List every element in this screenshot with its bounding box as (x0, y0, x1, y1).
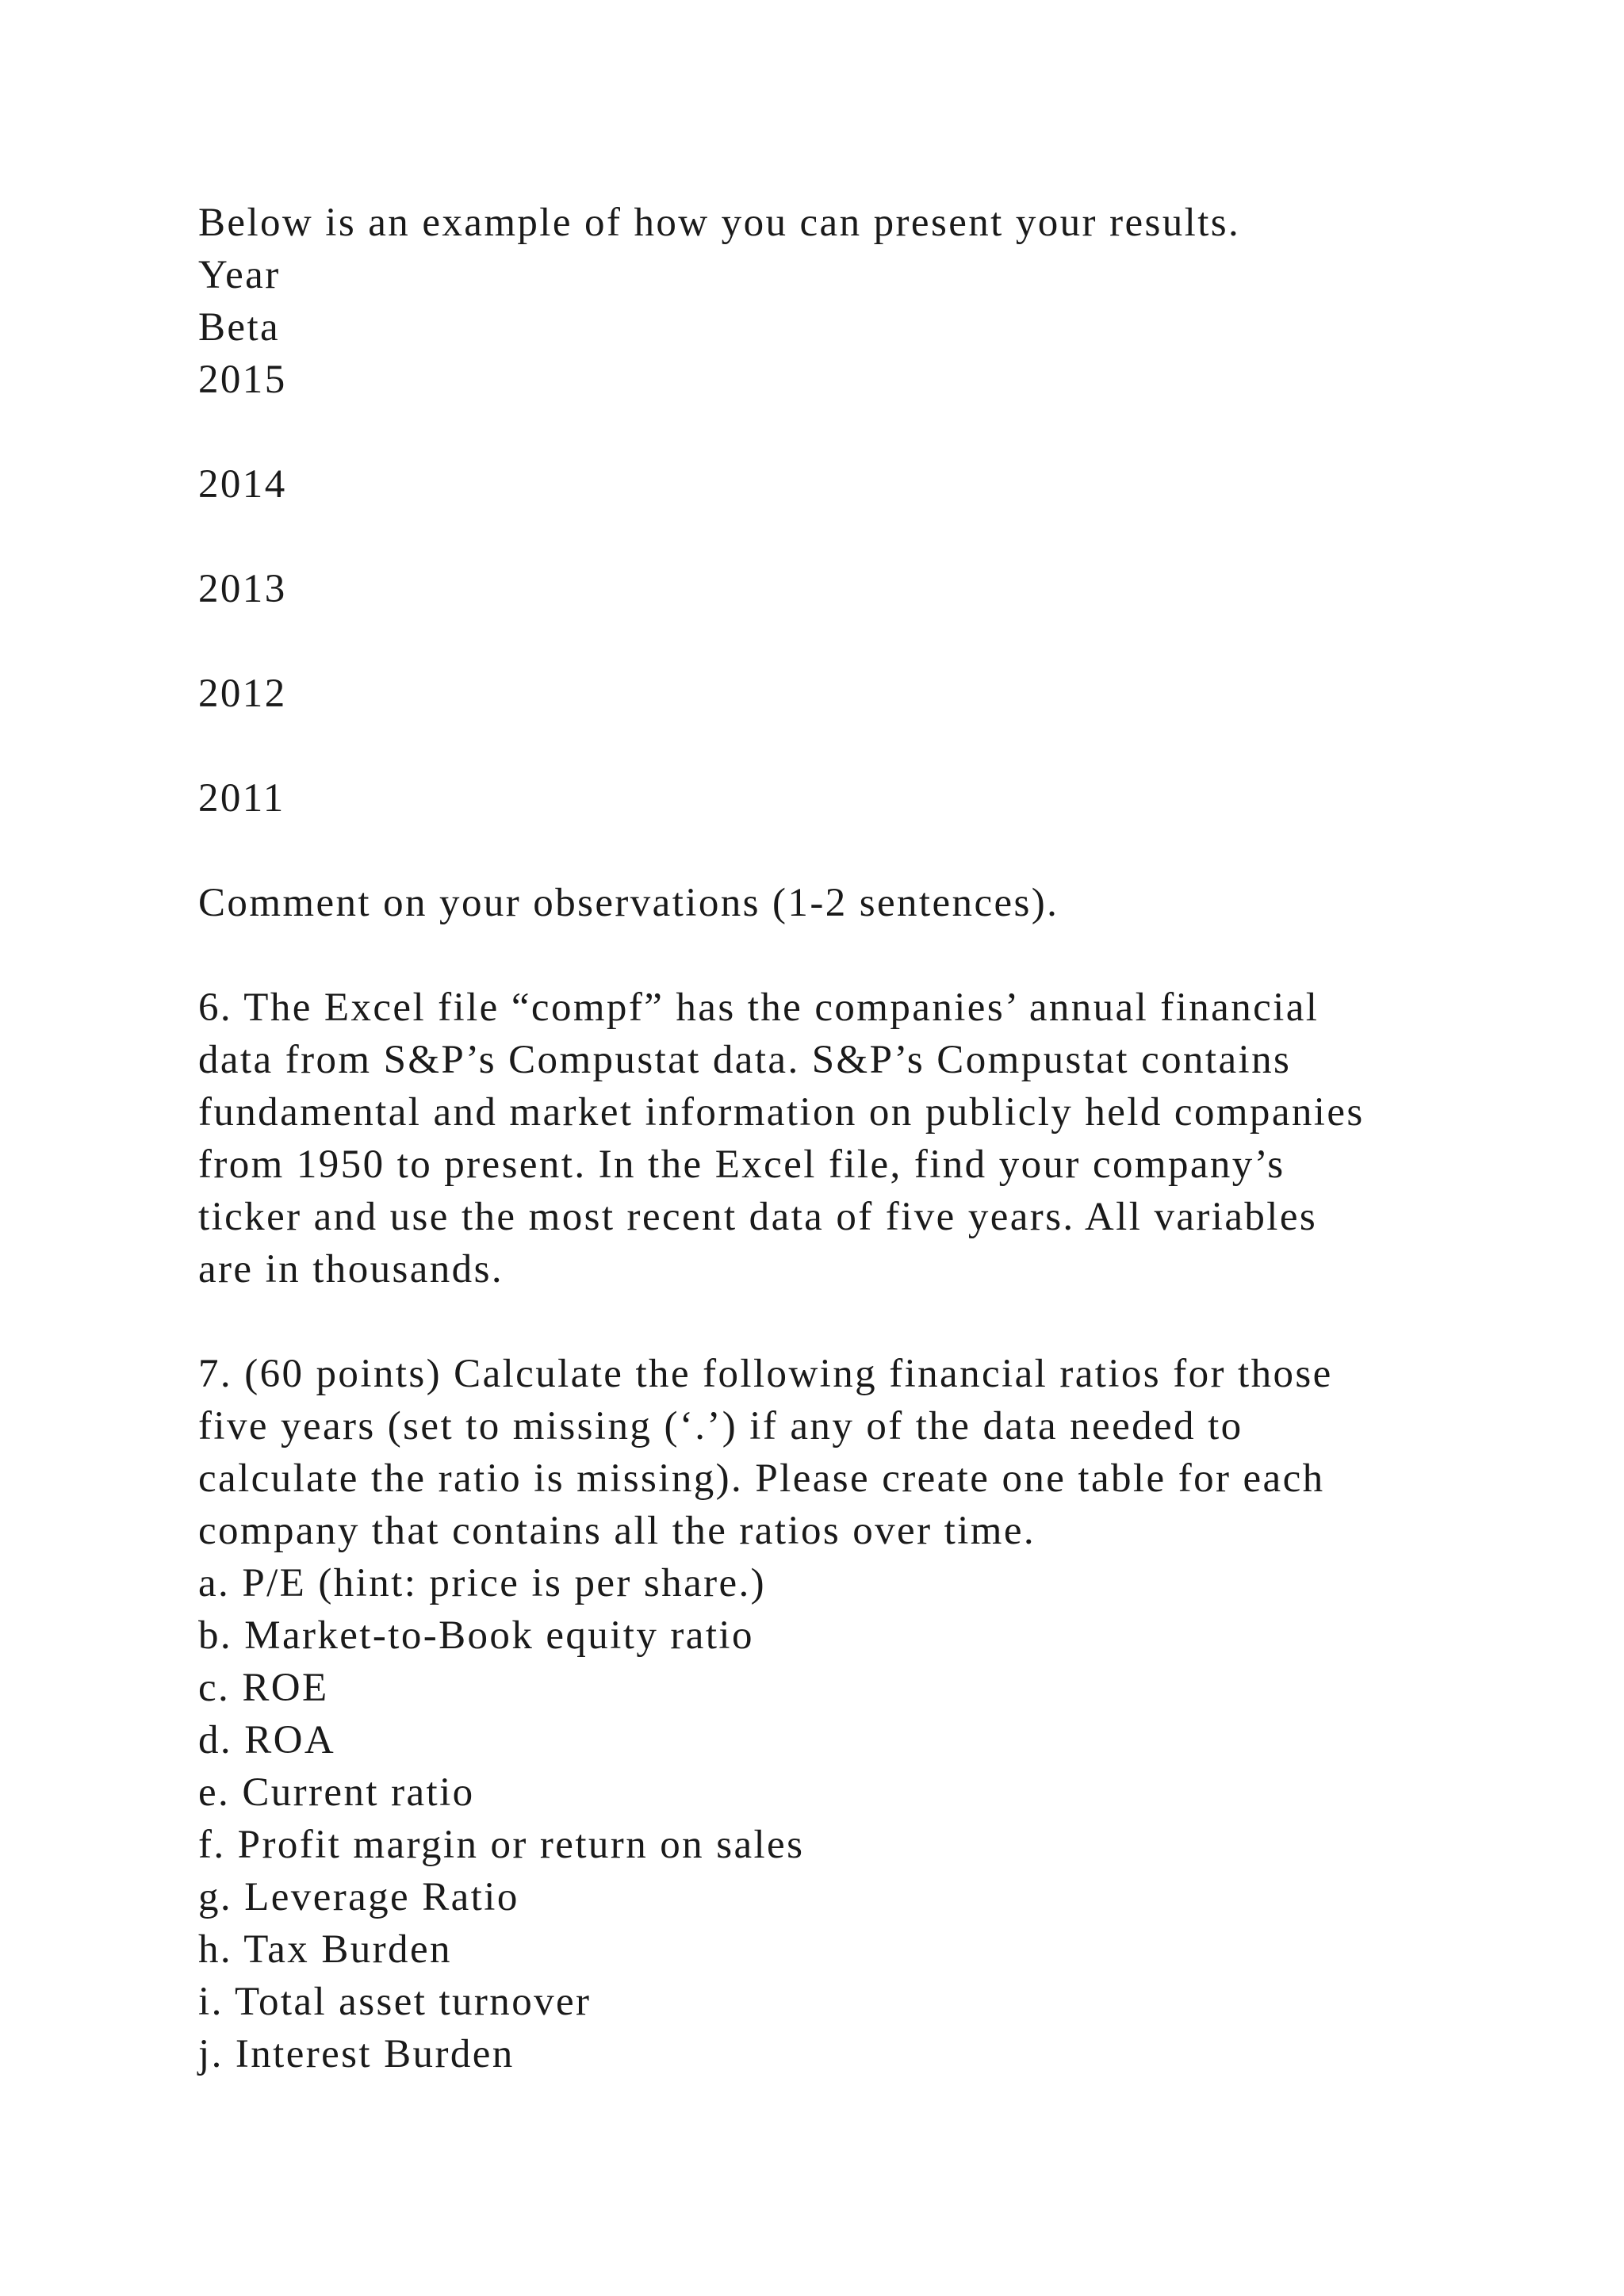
blank-line (198, 825, 1546, 877)
year-row-2012: 2012 (198, 672, 287, 716)
intro-text: Below is an example of how you can present your results. (198, 201, 1241, 245)
question-6-line: 6. The Excel file “compf” has the companies’ annual financial (198, 985, 1320, 1030)
ratio-item-roa: d. ROA (198, 1718, 336, 1762)
comment-prompt: Comment on your observations (1-2 sentences). (198, 881, 1059, 925)
ratio-item-asset-turnover: i. Total asset turnover (198, 1980, 592, 2024)
ratio-item-interest-burden: j. Interest Burden (198, 2032, 515, 2076)
table-header-beta: Beta (198, 305, 281, 350)
ratio-item-profit-margin: f. Profit margin or return on sales (198, 1823, 805, 1867)
question-6-line: ticker and use the most recent data of five years. All variables (198, 1195, 1318, 1239)
empty-beta-cell (198, 720, 1546, 772)
year-row-2013: 2013 (198, 567, 287, 611)
ratio-item-market-to-book: b. Market-to-Book equity ratio (198, 1613, 754, 1658)
question-7-line: company that contains all the ratios over time. (198, 1509, 1036, 1553)
question-7-line: five years (set to missing (‘.’) if any of the data needed to (198, 1404, 1243, 1448)
empty-beta-cell (198, 406, 1546, 458)
ratio-item-leverage: g. Leverage Ratio (198, 1875, 519, 1919)
ratio-item-current-ratio: e. Current ratio (198, 1770, 475, 1815)
empty-beta-cell (198, 615, 1546, 668)
ratio-item-pe: a. P/E (hint: price is per share.) (198, 1561, 767, 1605)
question-6-line: are in thousands. (198, 1247, 504, 1292)
ratio-item-roe: c. ROE (198, 1666, 329, 1710)
question-6-line: from 1950 to present. In the Excel file, find your company’s (198, 1142, 1285, 1187)
question-7-line: calculate the ratio is missing). Please create one table for each (198, 1456, 1325, 1501)
question-7-line: 7. (60 points) Calculate the following financial ratios for those (198, 1352, 1333, 1396)
blank-line (198, 929, 1546, 982)
table-header-year: Year (198, 253, 281, 297)
question-6-line: data from S&P’s Compustat data. S&P’s Compustat contains (198, 1038, 1292, 1082)
empty-beta-cell (198, 511, 1546, 563)
year-row-2014: 2014 (198, 462, 287, 507)
year-row-2015: 2015 (198, 358, 287, 402)
ratio-item-tax-burden: h. Tax Burden (198, 1927, 452, 1972)
blank-line (198, 1295, 1546, 1348)
question-6-line: fundamental and market information on publicly held companies (198, 1090, 1365, 1135)
document-page (198, 197, 1546, 2080)
year-row-2011: 2011 (198, 776, 285, 821)
